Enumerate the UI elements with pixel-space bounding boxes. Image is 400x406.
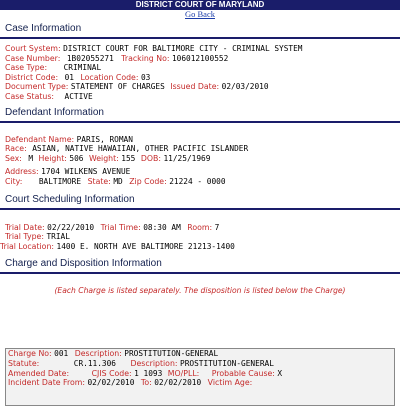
trial-type-value: TRIAL [46, 232, 70, 242]
incident-from-label: Incident Date From: [8, 378, 85, 388]
trial-date-row [0, 223, 400, 233]
weight-label: Weight: [89, 153, 119, 163]
scheduling-heading: Court Scheduling Information [5, 193, 135, 205]
case-type-row [0, 63, 400, 73]
address-label: Address: [5, 167, 39, 177]
tracking-label: Tracking No: [121, 53, 170, 63]
zip-label: Zip Code: [129, 176, 167, 186]
case-type-value: CRIMINAL [63, 63, 102, 73]
court-system-row [0, 44, 400, 54]
state-label: State: [87, 176, 111, 186]
document-type-label: Document Type: [5, 82, 69, 92]
charge-no-row [6, 349, 394, 359]
cjis-value: 1 1093 [134, 368, 163, 378]
height-value: 506 [69, 153, 84, 163]
address-value: 1704 WILKENS AVENUE [41, 167, 131, 177]
defendant-heading: Defendant Information [5, 106, 104, 118]
case-status-label: Case Status: [5, 91, 55, 101]
court-system-label: Court System: [5, 44, 61, 53]
tracking-value: 106012100552 [171, 53, 229, 63]
amended-row [6, 369, 394, 379]
location-code-value: 03 [140, 72, 151, 82]
trial-date-value: 02/22/2010 [47, 222, 95, 232]
victim-age-label: Victim Age: [207, 378, 253, 388]
case-info-heading: Case Information [5, 23, 82, 34]
trial-time-label: Trial Time: [100, 222, 141, 232]
description2-value: PROSTITUTION-GENERAL [180, 358, 274, 368]
case-number-row [0, 54, 400, 64]
charge-record [5, 348, 395, 406]
room-label: Room: [187, 222, 213, 232]
issued-date-label: Issued Date: [170, 82, 220, 92]
sex-value: M [28, 153, 34, 163]
physical-row [0, 154, 400, 164]
go-back-row [0, 10, 400, 19]
defendant-name-label: Defendant Name: [5, 134, 75, 144]
address-row [0, 167, 400, 177]
charge-no-value: 001 [54, 349, 69, 358]
height-label: Height: [38, 153, 67, 163]
document-type-row [0, 82, 400, 92]
description-label: Description: [74, 349, 122, 358]
charges-note: (Each Charge is listed separately. The disposition is listed below the Charge) [54, 286, 346, 296]
trial-date-label: Trial Date: [5, 222, 45, 232]
trial-location-value: 1400 E. NORTH AVE BALTIMORE 21213-1400 [56, 241, 235, 251]
race-value: ASIAN, NATIVE HAWAIIAN, OTHER PACIFIC ISLANDER [32, 144, 249, 154]
charge-no-label: Charge No: [8, 349, 52, 358]
location-code-label: Location Code: [80, 72, 139, 82]
city-row [0, 177, 400, 187]
city-label: City: [5, 176, 23, 186]
district-code-value: 01 [64, 72, 74, 82]
race-label: Race: [5, 144, 27, 154]
incident-from-value: 02/02/2010 [87, 378, 135, 388]
probable-cause-value: X [277, 368, 283, 378]
cjis-label: CJIS Code: [91, 368, 132, 378]
to-value: 02/02/2010 [154, 378, 202, 388]
district-code-row [0, 73, 400, 83]
probable-cause-label: Probable Cause: [211, 368, 275, 378]
statute-label: Statute: [8, 358, 40, 368]
case-number-value: 1B02055271 [66, 53, 114, 63]
go-back-link[interactable]: Go Back [185, 9, 215, 19]
document-type-value: STATEMENT OF CHARGES [70, 82, 165, 92]
room-value: 7 [214, 222, 220, 232]
dob-value: 11/25/1969 [163, 153, 211, 163]
amended-date-label: Amended Date: [8, 368, 70, 378]
sex-label: Sex: [5, 153, 22, 163]
city-value: BALTIMORE [38, 176, 82, 186]
case-status-value: ACTIVE [64, 91, 93, 101]
district-code-label: District Code: [5, 72, 59, 82]
page-title: DISTRICT COURT OF MARYLAND [135, 0, 265, 9]
case-status-row [0, 92, 400, 102]
case-type-label: Case Type: [5, 63, 48, 73]
mopll-label: MO/PLL: [167, 368, 200, 378]
description-value: PROSTITUTION-GENERAL [124, 349, 219, 358]
state-value: MD [113, 176, 123, 186]
court-system-value: DISTRICT COURT FOR BALTIMORE CITY - CRIMINAL SYSTEM [63, 44, 303, 53]
trial-type-label: Trial Type: [5, 232, 44, 242]
case-number-label: Case Number: [5, 53, 61, 63]
defendant-name-row [0, 135, 400, 145]
weight-value: 155 [121, 153, 136, 163]
zip-value: 21224 - 0000 [169, 176, 226, 186]
trial-time-value: 08:30 AM [143, 222, 181, 232]
charges-heading: Charge and Disposition Information [5, 258, 162, 270]
to-label: To: [140, 378, 152, 388]
issued-date-value: 02/03/2010 [221, 82, 269, 92]
defendant-name-value: PARIS, ROMAN [76, 134, 133, 144]
statute-row [6, 359, 394, 369]
trial-location-row [0, 242, 400, 252]
trial-location-label: Trial Location: [0, 241, 55, 251]
statute-value: CR.11.306 [73, 358, 116, 368]
dob-label: DOB: [140, 153, 161, 163]
incident-row [6, 378, 394, 388]
race-row [0, 144, 400, 154]
description2-label: Description: [130, 358, 178, 368]
trial-type-row [0, 232, 400, 242]
